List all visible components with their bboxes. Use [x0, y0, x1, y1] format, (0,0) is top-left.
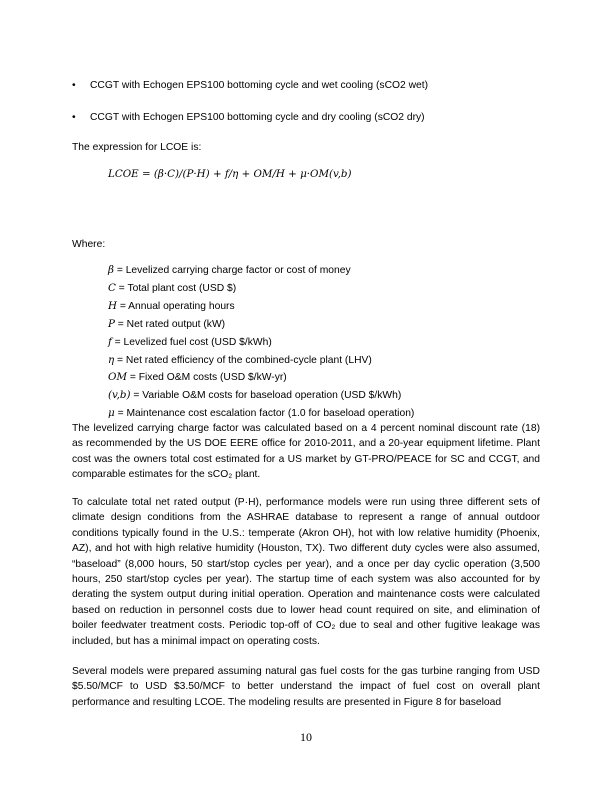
- definition-symbol: OM: [108, 371, 127, 384]
- definition-item: [108, 262, 414, 280]
- intro-line: The expression for LCOE is:: [72, 142, 202, 153]
- bullet-item: [72, 111, 425, 124]
- definition-item: [108, 387, 414, 405]
- where-label: Where:: [72, 239, 106, 250]
- bullet-dot-icon: •: [72, 112, 76, 123]
- definition-symbol: f: [108, 335, 112, 348]
- definition-text: = Levelized carrying charge factor or cost of money: [113, 265, 351, 276]
- definition-symbol: η: [108, 353, 115, 366]
- definition-symbol: C: [108, 281, 116, 294]
- definition-text: = Net rated efficiency of the combined-cycle plant (LHV): [114, 354, 372, 366]
- bullet-text: CCGT with Echogen EPS100 bottoming cycle and wet cooling (sCO2 wet): [90, 80, 429, 91]
- definition-item: [108, 280, 414, 298]
- definition-text: = Annual operating hours: [116, 300, 235, 312]
- definition-symbol: P: [108, 317, 115, 330]
- definition-text: = Total plant cost (USD $): [115, 282, 237, 294]
- bullet-item: [72, 79, 428, 92]
- definition-item: [108, 298, 414, 316]
- paragraph-performance-models: To calculate total net rated output (P·H), performance models were run using three different sets of climate design conditions from the ASHRAE database to represent a range of annual outdoor conditions typically found in the U.S.: temperate (Akron OH), hot with low relative humidity (Phoenix, AZ), and hot with high relative humidity (Houston, TX). Two different duty cycles were also assumed, “baseload” (8,000 hours, 50 start/stop cycles per year), and a once per day cyclic operation (3,500 hours, 250 start/stop cycles per year). The startup time of each system was also accounted for by derating the system output during initial operation. Operation and maintenance costs were calculated based on reduction in personnel costs due to lower head count required on site, and elimination of boiler feedwater treatment costs. Periodic top-off of CO₂ due to seal and other fugitive leakage was included, but has a minimal impact on operating costs.: [72, 497, 540, 647]
- definition-symbol: (v,b): [108, 389, 131, 402]
- definition-item: [108, 352, 414, 370]
- definition-list: [108, 262, 414, 423]
- definition-text: = Net rated output (kW): [114, 318, 226, 330]
- paragraph-discount-rate: The levelized carrying charge factor was calculated based on a 4 percent nominal discount rate (18) as recommended by the US DOE EERE office for 2010-2011, and a 20-year equipment lifetime. Plant cost was the owners total cost estimated for a US market by GT-PRO/PEACE for SC and CCGT, and comparable estimates for the sCO₂ plant.: [72, 423, 540, 481]
- definition-symbol: β: [108, 264, 114, 276]
- definition-text: = Fixed O&M costs (USD $/kW-yr): [127, 372, 287, 384]
- paragraph-fuel-costs: Several models were prepared assuming natural gas fuel costs for the gas turbine ranging from USD $5.50/MCF to USD $3.50/MCF to better understand the impact of fuel cost on overall plant performance and resulting LCOE. The modeling results are presented in Figure 8 for baseload: [72, 666, 540, 708]
- definition-symbol: H: [108, 299, 117, 312]
- definition-text: = Maintenance cost escalation factor (1.0 for baseload operation): [114, 408, 415, 420]
- lcoe-formula: LCOE = (β·C)/(P·H) + f/η + OM/H + μ·OM(v,b): [108, 168, 352, 180]
- definition-symbol: μ: [108, 407, 115, 420]
- definition-item: [108, 316, 414, 334]
- definition-item: [108, 334, 414, 352]
- page-number: 10: [300, 730, 312, 744]
- definition-text: = Variable O&M costs for baseload operation (USD $/kWh): [130, 390, 402, 402]
- definition-item: [108, 369, 414, 387]
- definition-text: = Levelized fuel cost (USD $/kWh): [111, 336, 272, 348]
- bullet-dot-icon: •: [72, 80, 76, 91]
- bullet-text: CCGT with Echogen EPS100 bottoming cycle and dry cooling (sCO2 dry): [90, 112, 425, 123]
